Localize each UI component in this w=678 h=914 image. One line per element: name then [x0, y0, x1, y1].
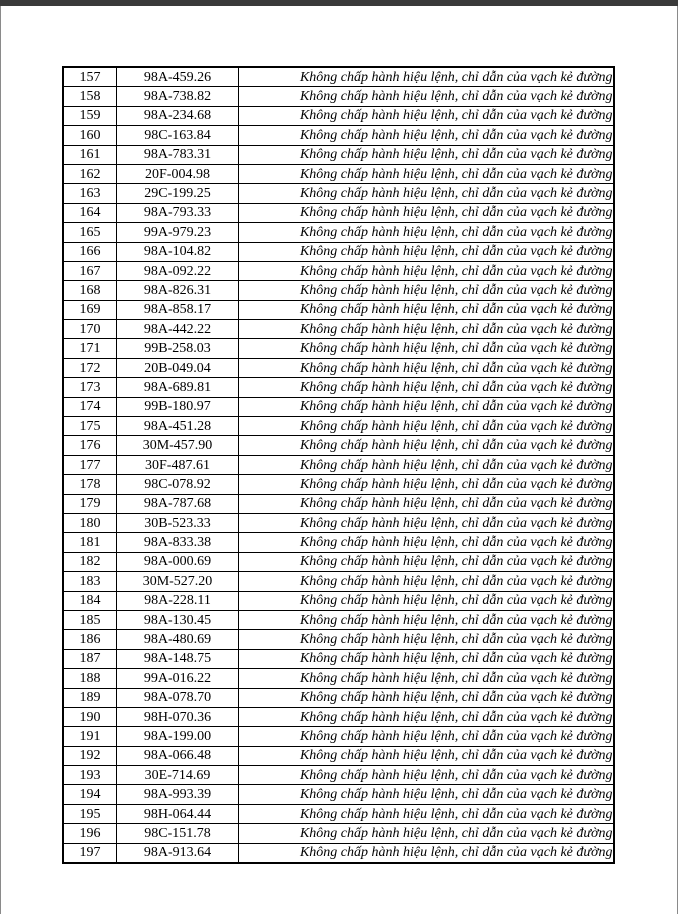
violation-cell: Không chấp hành hiệu lệnh, chỉ dẫn của vạch kẻ đường: [239, 785, 614, 804]
violation-cell: Không chấp hành hiệu lệnh, chỉ dẫn của vạch kẻ đường: [239, 417, 614, 436]
violation-cell: Không chấp hành hiệu lệnh, chỉ dẫn của vạch kẻ đường: [239, 67, 614, 87]
violation-cell: Không chấp hành hiệu lệnh, chỉ dẫn của vạch kẻ đường: [239, 688, 614, 707]
license-plate-cell: 98A-480.69: [117, 630, 239, 649]
license-plate-cell: 98A-913.64: [117, 843, 239, 863]
violation-cell: Không chấp hành hiệu lệnh, chỉ dẫn của vạch kẻ đường: [239, 378, 614, 397]
violation-cell: Không chấp hành hiệu lệnh, chỉ dẫn của vạch kẻ đường: [239, 300, 614, 319]
violation-cell: Không chấp hành hiệu lệnh, chỉ dẫn của vạch kẻ đường: [239, 223, 614, 242]
row-number-cell: 197: [63, 843, 117, 863]
row-number-cell: 187: [63, 649, 117, 668]
violation-cell: Không chấp hành hiệu lệnh, chỉ dẫn của vạch kẻ đường: [239, 630, 614, 649]
row-number-cell: 190: [63, 707, 117, 726]
table-row: [63, 281, 614, 300]
table-row: [63, 145, 614, 164]
table-row: [63, 533, 614, 552]
table-row: [63, 320, 614, 339]
license-plate-cell: 29C-199.25: [117, 184, 239, 203]
table-row: [63, 630, 614, 649]
table-row: [63, 397, 614, 416]
table-row: [63, 126, 614, 145]
license-plate-cell: 99B-258.03: [117, 339, 239, 358]
license-plate-cell: 20B-049.04: [117, 358, 239, 377]
violation-cell: Không chấp hành hiệu lệnh, chỉ dẫn của vạch kẻ đường: [239, 552, 614, 571]
row-number-cell: 163: [63, 184, 117, 203]
violation-cell: Không chấp hành hiệu lệnh, chỉ dẫn của vạch kẻ đường: [239, 203, 614, 222]
table-row: [63, 513, 614, 532]
license-plate-cell: 98A-858.17: [117, 300, 239, 319]
license-plate-cell: 98A-092.22: [117, 261, 239, 280]
violation-cell: Không chấp hành hiệu lệnh, chỉ dẫn của vạch kẻ đường: [239, 87, 614, 106]
license-plate-cell: 98A-066.48: [117, 746, 239, 765]
table-row: [63, 300, 614, 319]
row-number-cell: 157: [63, 67, 117, 87]
row-number-cell: 189: [63, 688, 117, 707]
row-number-cell: 184: [63, 591, 117, 610]
license-plate-cell: 98A-000.69: [117, 552, 239, 571]
violation-cell: Không chấp hành hiệu lệnh, chỉ dẫn của vạch kẻ đường: [239, 145, 614, 164]
row-number-cell: 166: [63, 242, 117, 261]
license-plate-cell: 20F-004.98: [117, 164, 239, 183]
row-number-cell: 171: [63, 339, 117, 358]
row-number-cell: 161: [63, 145, 117, 164]
license-plate-cell: 98C-163.84: [117, 126, 239, 145]
violation-cell: Không chấp hành hiệu lệnh, chỉ dẫn của vạch kẻ đường: [239, 572, 614, 591]
violation-cell: Không chấp hành hiệu lệnh, chỉ dẫn của vạch kẻ đường: [239, 397, 614, 416]
license-plate-cell: 99A-979.23: [117, 223, 239, 242]
row-number-cell: 159: [63, 106, 117, 125]
table-row: [63, 610, 614, 629]
violation-cell: Không chấp hành hiệu lệnh, chỉ dẫn của vạch kẻ đường: [239, 533, 614, 552]
table-row: [63, 727, 614, 746]
row-number-cell: 178: [63, 475, 117, 494]
license-plate-cell: 30M-457.90: [117, 436, 239, 455]
violation-cell: Không chấp hành hiệu lệnh, chỉ dẫn của vạch kẻ đường: [239, 436, 614, 455]
row-number-cell: 165: [63, 223, 117, 242]
table-row: [63, 378, 614, 397]
license-plate-cell: 98A-451.28: [117, 417, 239, 436]
table-row: [63, 804, 614, 823]
license-plate-cell: 30F-487.61: [117, 455, 239, 474]
license-plate-cell: 98A-689.81: [117, 378, 239, 397]
table-row: [63, 785, 614, 804]
license-plate-cell: 30M-527.20: [117, 572, 239, 591]
table-row: [63, 242, 614, 261]
license-plate-cell: 98A-993.39: [117, 785, 239, 804]
table-row: [63, 261, 614, 280]
table-row: [63, 164, 614, 183]
table-row: [63, 552, 614, 571]
row-number-cell: 185: [63, 610, 117, 629]
violation-cell: Không chấp hành hiệu lệnh, chỉ dẫn của vạch kẻ đường: [239, 824, 614, 843]
violation-cell: Không chấp hành hiệu lệnh, chỉ dẫn của vạch kẻ đường: [239, 669, 614, 688]
violation-cell: Không chấp hành hiệu lệnh, chỉ dẫn của vạch kẻ đường: [239, 804, 614, 823]
license-plate-cell: 98A-783.31: [117, 145, 239, 164]
table-row: [63, 87, 614, 106]
license-plate-cell: 98A-793.33: [117, 203, 239, 222]
violation-cell: Không chấp hành hiệu lệnh, chỉ dẫn của vạch kẻ đường: [239, 164, 614, 183]
violation-cell: Không chấp hành hiệu lệnh, chỉ dẫn của vạch kẻ đường: [239, 649, 614, 668]
row-number-cell: 194: [63, 785, 117, 804]
table-row: [63, 358, 614, 377]
table-row: [63, 766, 614, 785]
violation-cell: Không chấp hành hiệu lệnh, chỉ dẫn của vạch kẻ đường: [239, 727, 614, 746]
row-number-cell: 193: [63, 766, 117, 785]
table-row: [63, 436, 614, 455]
row-number-cell: 174: [63, 397, 117, 416]
license-plate-cell: 98A-833.38: [117, 533, 239, 552]
table-row: [63, 475, 614, 494]
row-number-cell: 186: [63, 630, 117, 649]
table-row: [63, 184, 614, 203]
row-number-cell: 191: [63, 727, 117, 746]
table-row: [63, 843, 614, 863]
page-left-edge: [0, 6, 1, 914]
table-row: [63, 746, 614, 765]
row-number-cell: 170: [63, 320, 117, 339]
license-plate-cell: 98H-064.44: [117, 804, 239, 823]
row-number-cell: 162: [63, 164, 117, 183]
license-plate-cell: 98C-078.92: [117, 475, 239, 494]
row-number-cell: 182: [63, 552, 117, 571]
row-number-cell: 177: [63, 455, 117, 474]
table-row: [63, 67, 614, 87]
table-row: [63, 824, 614, 843]
license-plate-cell: 98A-199.00: [117, 727, 239, 746]
table-row: [63, 688, 614, 707]
row-number-cell: 180: [63, 513, 117, 532]
license-plate-cell: 98A-148.75: [117, 649, 239, 668]
row-number-cell: 167: [63, 261, 117, 280]
table-row: [63, 669, 614, 688]
row-number-cell: 158: [63, 87, 117, 106]
violation-cell: Không chấp hành hiệu lệnh, chỉ dẫn của vạch kẻ đường: [239, 494, 614, 513]
license-plate-cell: 98A-234.68: [117, 106, 239, 125]
table-row: [63, 455, 614, 474]
license-plate-cell: 98A-130.45: [117, 610, 239, 629]
row-number-cell: 192: [63, 746, 117, 765]
license-plate-cell: 98A-078.70: [117, 688, 239, 707]
row-number-cell: 196: [63, 824, 117, 843]
violation-cell: Không chấp hành hiệu lệnh, chỉ dẫn của vạch kẻ đường: [239, 610, 614, 629]
violation-cell: Không chấp hành hiệu lệnh, chỉ dẫn của vạch kẻ đường: [239, 261, 614, 280]
violation-cell: Không chấp hành hiệu lệnh, chỉ dẫn của vạch kẻ đường: [239, 106, 614, 125]
table-row: [63, 339, 614, 358]
violation-cell: Không chấp hành hiệu lệnh, chỉ dẫn của vạch kẻ đường: [239, 126, 614, 145]
violation-cell: Không chấp hành hiệu lệnh, chỉ dẫn của vạch kẻ đường: [239, 281, 614, 300]
table-row: [63, 223, 614, 242]
row-number-cell: 181: [63, 533, 117, 552]
violation-cell: Không chấp hành hiệu lệnh, chỉ dẫn của vạch kẻ đường: [239, 320, 614, 339]
license-plate-cell: 99A-016.22: [117, 669, 239, 688]
violation-cell: Không chấp hành hiệu lệnh, chỉ dẫn của vạch kẻ đường: [239, 475, 614, 494]
license-plate-cell: 99B-180.97: [117, 397, 239, 416]
license-plate-cell: 98A-826.31: [117, 281, 239, 300]
license-plate-cell: 98H-070.36: [117, 707, 239, 726]
row-number-cell: 173: [63, 378, 117, 397]
table-row: [63, 707, 614, 726]
row-number-cell: 188: [63, 669, 117, 688]
row-number-cell: 176: [63, 436, 117, 455]
table-row: [63, 203, 614, 222]
license-plate-cell: 98A-228.11: [117, 591, 239, 610]
license-plate-cell: 30B-523.33: [117, 513, 239, 532]
row-number-cell: 164: [63, 203, 117, 222]
table-row: [63, 649, 614, 668]
row-number-cell: 168: [63, 281, 117, 300]
violation-cell: Không chấp hành hiệu lệnh, chỉ dẫn của vạch kẻ đường: [239, 242, 614, 261]
license-plate-cell: 98A-787.68: [117, 494, 239, 513]
violation-cell: Không chấp hành hiệu lệnh, chỉ dẫn của vạch kẻ đường: [239, 591, 614, 610]
license-plate-cell: 30E-714.69: [117, 766, 239, 785]
violation-cell: Không chấp hành hiệu lệnh, chỉ dẫn của vạch kẻ đường: [239, 843, 614, 863]
violation-cell: Không chấp hành hiệu lệnh, chỉ dẫn của vạch kẻ đường: [239, 766, 614, 785]
violation-cell: Không chấp hành hiệu lệnh, chỉ dẫn của vạch kẻ đường: [239, 707, 614, 726]
violations-table: [62, 66, 615, 864]
viewer-top-bar: [0, 0, 678, 6]
violation-cell: Không chấp hành hiệu lệnh, chỉ dẫn của vạch kẻ đường: [239, 358, 614, 377]
row-number-cell: 160: [63, 126, 117, 145]
table-row: [63, 494, 614, 513]
table-row: [63, 417, 614, 436]
license-plate-cell: 98A-442.22: [117, 320, 239, 339]
row-number-cell: 195: [63, 804, 117, 823]
license-plate-cell: 98C-151.78: [117, 824, 239, 843]
violations-table-body: [63, 67, 614, 863]
table-row: [63, 572, 614, 591]
row-number-cell: 172: [63, 358, 117, 377]
table-row: [63, 591, 614, 610]
license-plate-cell: 98A-738.82: [117, 87, 239, 106]
violation-cell: Không chấp hành hiệu lệnh, chỉ dẫn của vạch kẻ đường: [239, 455, 614, 474]
row-number-cell: 179: [63, 494, 117, 513]
violation-cell: Không chấp hành hiệu lệnh, chỉ dẫn của vạch kẻ đường: [239, 339, 614, 358]
row-number-cell: 183: [63, 572, 117, 591]
license-plate-cell: 98A-459.26: [117, 67, 239, 87]
violation-cell: Không chấp hành hiệu lệnh, chỉ dẫn của vạch kẻ đường: [239, 184, 614, 203]
row-number-cell: 169: [63, 300, 117, 319]
row-number-cell: 175: [63, 417, 117, 436]
table-row: [63, 106, 614, 125]
violation-cell: Không chấp hành hiệu lệnh, chỉ dẫn của vạch kẻ đường: [239, 746, 614, 765]
license-plate-cell: 98A-104.82: [117, 242, 239, 261]
violation-cell: Không chấp hành hiệu lệnh, chỉ dẫn của vạch kẻ đường: [239, 513, 614, 532]
